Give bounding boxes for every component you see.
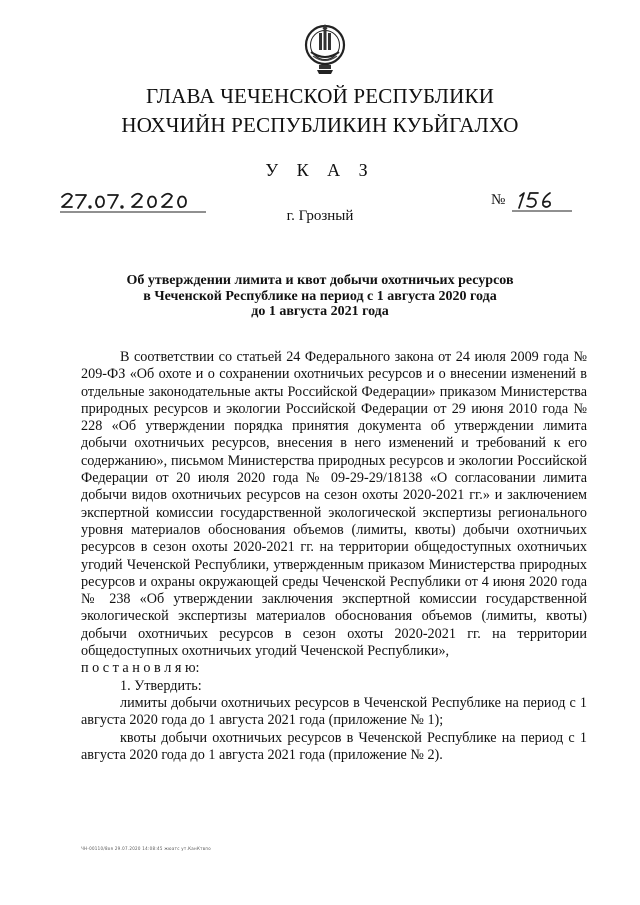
number-label: № <box>491 192 506 208</box>
decree-title <box>100 273 540 320</box>
item-1: 1. Утвердить: <box>120 677 202 694</box>
header-line-2: НОХЧИЙН РЕСПУБЛИКИН КУЬЙГАЛХО <box>121 113 519 137</box>
title-line: Об утверждении лимита и квот добычи охотничьих ресурсов <box>126 273 514 288</box>
item-1-limits: лимиты добычи охотничьих ресурсов в Чеченской Республике на период с 1 августа 2020 года до 1 августа 2021 года (приложение № 1); <box>81 694 587 729</box>
header-line-1: ГЛАВА ЧЕЧЕНСКОЙ РЕСПУБЛИКИ <box>145 84 495 108</box>
preamble-paragraph: В соответствии со статьей 24 Федерального закона от 24 июля 2009 года № 209-ФЗ «Об охоте и о сохранении охотничьих ресурсов и о внесении изменений в отдельные законодательные акты Российской Федерации» приказом Министерства природных ресурсов и экологии Российской Федерации от 29 июня 2010 года № 228 «Об утверждении порядка принятия документа об утверждении лимита добычи охотничьих ресурсов, внесения в него изменений и требований к его содержанию», письмом Министерства природных ресурсов и экологии Российской Федерации от 20 июля 2020 года № 09-29-29/18138 «О согласовании лимита добычи видов охотничьих ресурсов на сезон охоты 2020-2021 гг.» и заключением экспертной комиссии государственной экологической экспертизы регионального уровня материалов обоснования объемов (лимиты, квоты) добычи охотничьих ресурсов в сезон охоты 2020-2021 гг. на территории общедоступных охотничьих угодий Чеченской Республики, утвержденным приказом Министерства природных ресурсов и охраны окружающей среды Чеченской Республики от 4 июня 2020 года № 238 «Об утверждении заключения экспертной комиссии государственной экологической экспертизы материалов обоснования объемов (лимиты, квоты) добычи охотничьих ресурсов в сезон охоты 2020-2021 гг. на территории общедоступных охотничьих угодий Чеченской Республики», <box>81 349 587 660</box>
decree-body <box>81 349 587 764</box>
decree-type: У К А З <box>265 160 375 180</box>
resolve-line: п о с т а н о в л я ю: <box>81 660 200 677</box>
title-line: до 1 августа 2021 года <box>251 304 389 319</box>
title-line: в Чеченской Республике на период с 1 августа 2020 года <box>143 288 497 304</box>
coat-of-arms-icon <box>303 18 347 76</box>
city-label: г. Грозный <box>286 208 354 224</box>
item-1-quotas: квоты добычи охотничьих ресурсов в Чеченской Республике на период с 1 августа 2020 года до 1 августа 2021 года (приложение № 2). <box>81 729 587 763</box>
footer-registration-text: ЧН-00110/8оя 29.07.2020 14:08:45 жюатс ут.КанКтвпо <box>81 846 212 851</box>
